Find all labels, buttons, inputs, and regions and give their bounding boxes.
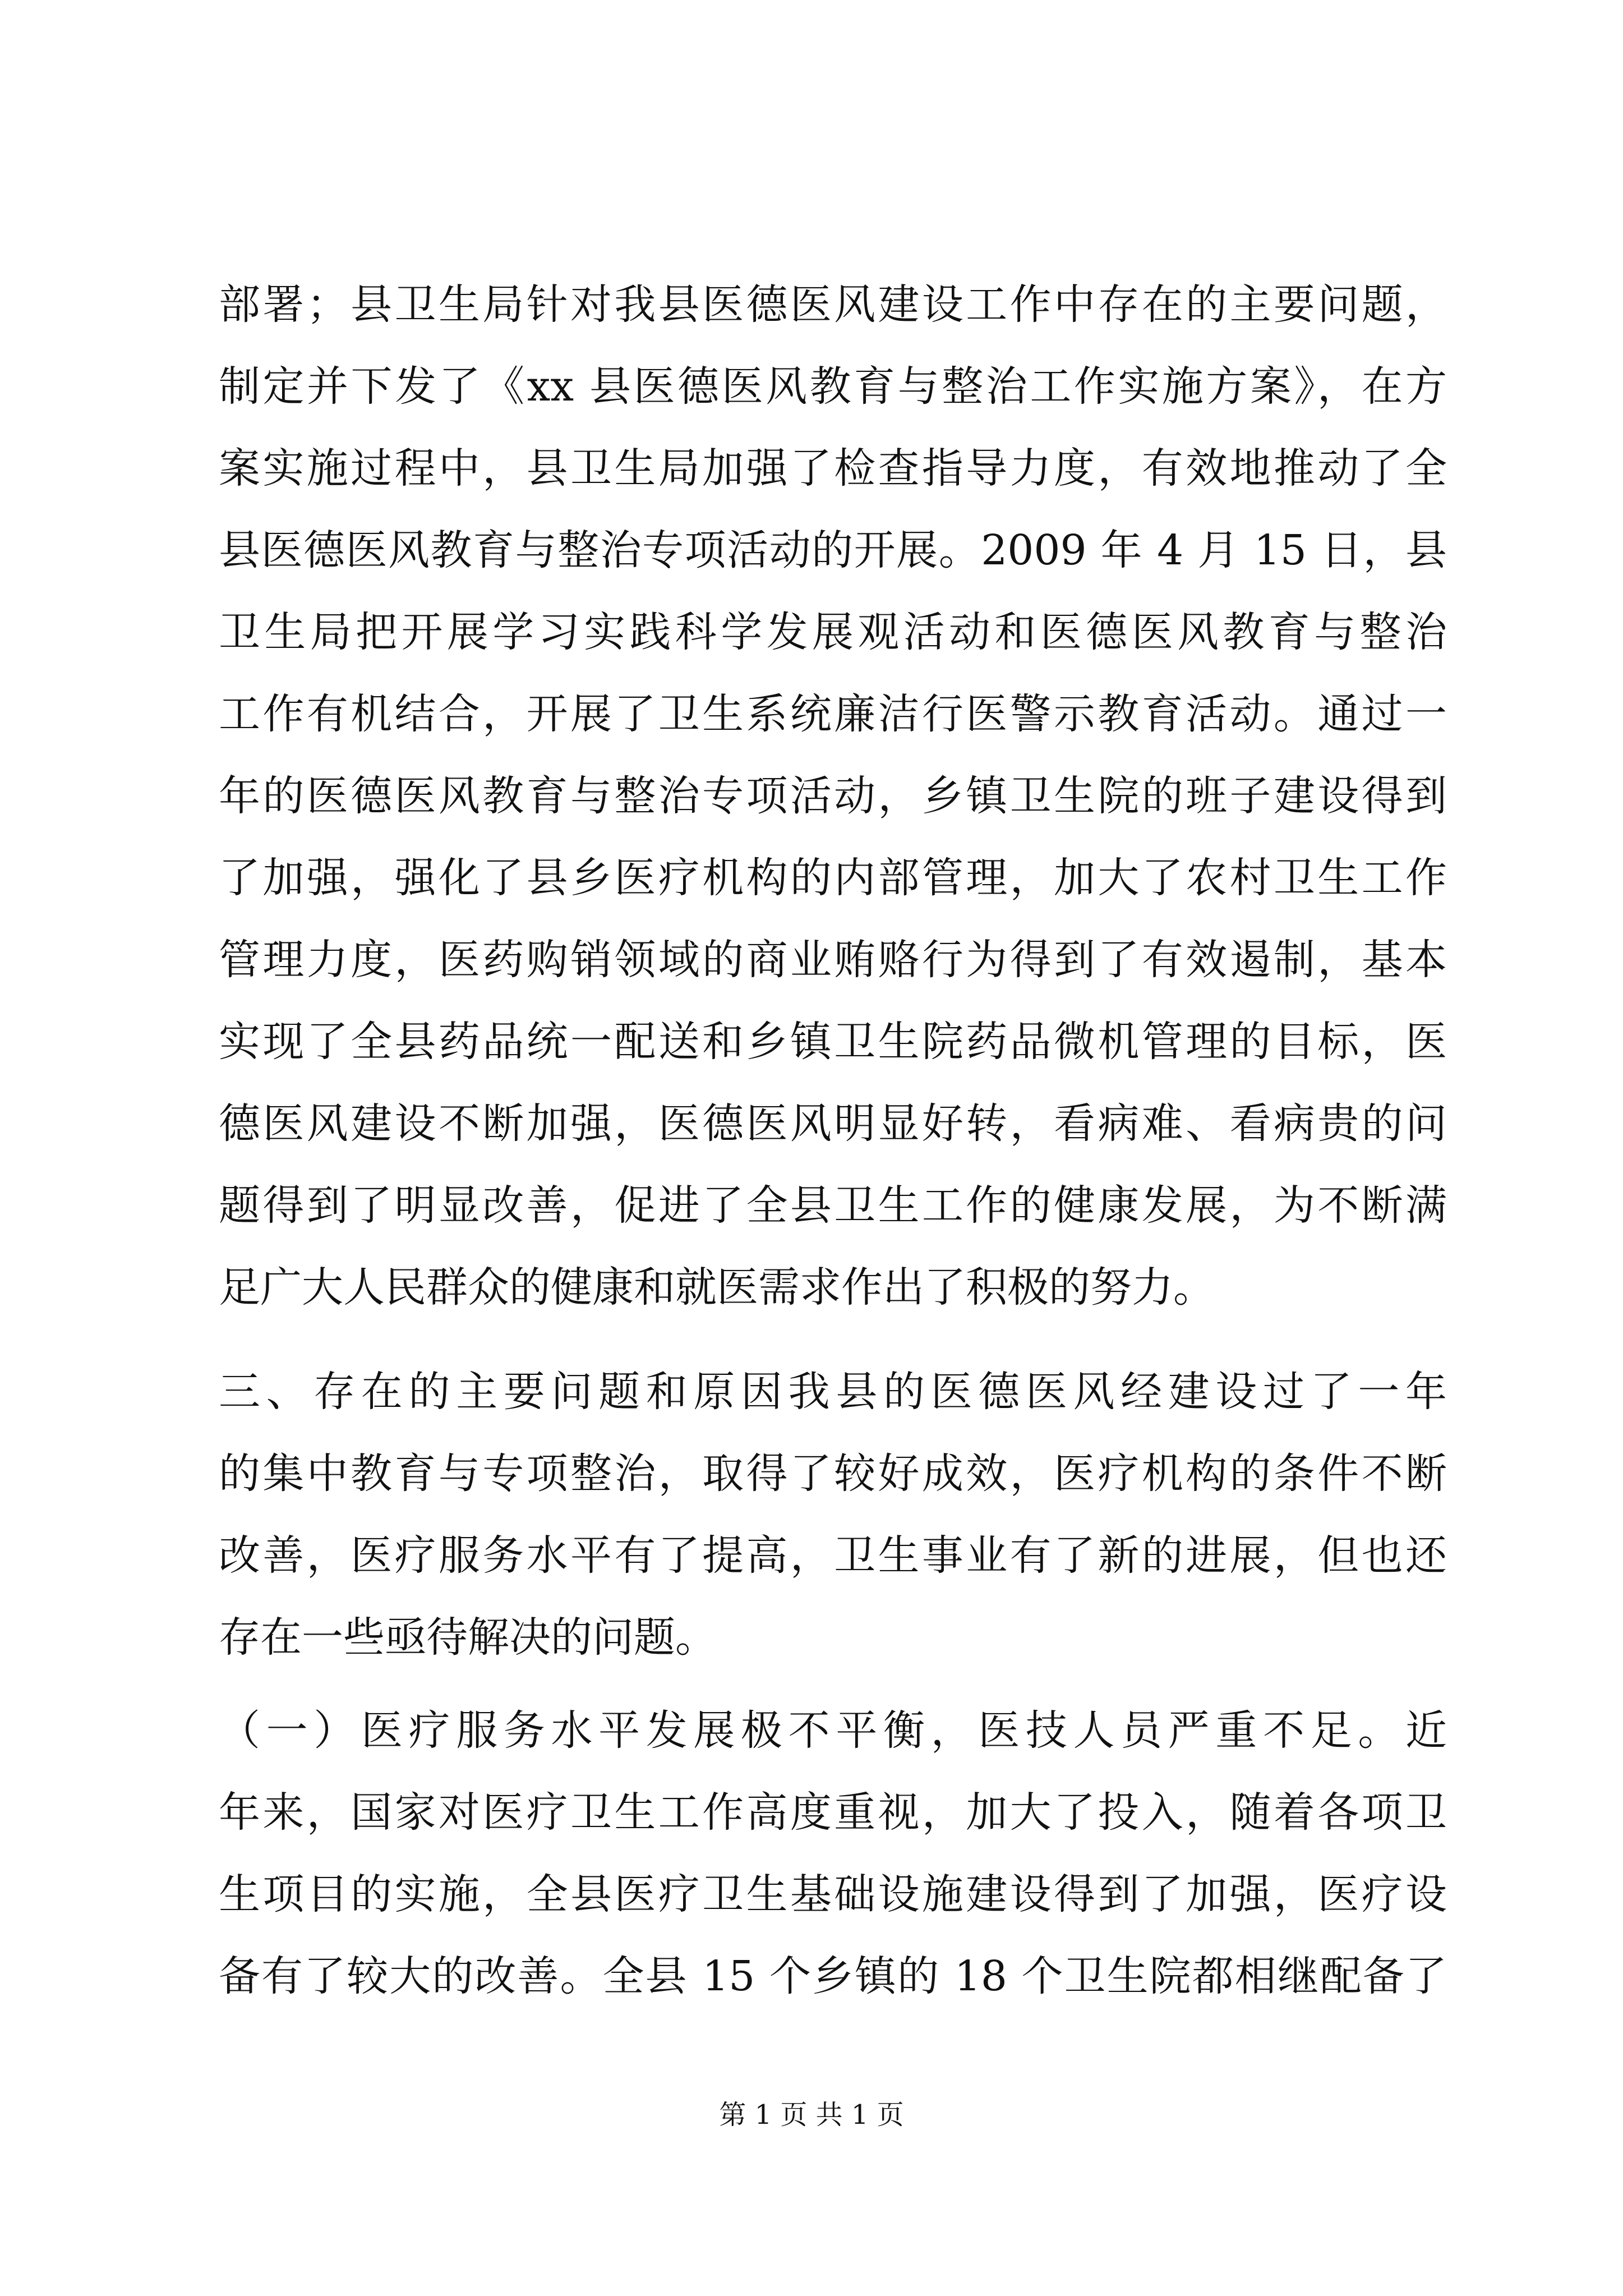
document-body [219,264,1447,2017]
paragraph [219,1351,1447,1678]
paragraph [219,264,1447,1328]
text-line: 足广大人民群众的健康和就医需求作出了积极的努力。 [219,1263,1215,1312]
paragraph-gap [219,1678,1447,1690]
text-line: 德医风建设不断加强，医德医风明显好转，看病难、看病贵的问 [219,1099,1447,1148]
paragraph [219,1690,1447,2017]
text-line: 卫生局把开展学习实践科学发展观活动和医德医风教育与整治 [219,608,1447,656]
text-line: 存在一些亟待解决的问题。 [219,1613,717,1662]
text-line: （一）医疗服务水平发展极不平衡，医技人员严重不足。近 [219,1706,1447,1755]
text-line: 的集中教育与专项整治，取得了较好成效，医疗机构的条件不断 [219,1450,1447,1498]
text-line: 备有了较大的改善。全县 15 个乡镇的 18 个卫生院都相继配备了 [219,1952,1447,2000]
text-line: 了加强，强化了县乡医疗机构的内部管理，加大了农村卫生工作 [219,854,1447,902]
text-line: 题得到了明显改善，促进了全县卫生工作的健康发展，为不断满 [219,1181,1447,1230]
text-line: 生项目的实施，全县医疗卫生基础设施建设得到了加强，医疗设 [219,1870,1447,1918]
text-line: 管理力度，医药购销领域的商业贿赂行为得到了有效遏制，基本 [219,936,1447,984]
text-line: 改善，医疗服务水平有了提高，卫生事业有了新的进展，但也还 [219,1531,1447,1580]
text-line: 部署；县卫生局针对我县医德医风建设工作中存在的主要问题， [219,280,1447,329]
text-line: 制定并下发了《xx 县医德医风教育与整治工作实施方案》，在方 [219,362,1447,411]
text-line: 实现了全县药品统一配送和乡镇卫生院药品微机管理的目标，医 [219,1018,1447,1066]
text-line: 工作有机结合，开展了卫生系统廉洁行医警示教育活动。通过一 [219,690,1447,738]
page-footer: 第 1 页 共 1 页 [719,2099,904,2131]
text-line: 三、存在的主要问题和原因我县的医德医风经建设过了一年 [219,1368,1447,1416]
text-line: 年的医德医风教育与整治专项活动，乡镇卫生院的班子建设得到 [219,772,1447,820]
text-line: 案实施过程中，县卫生局加强了检查指导力度，有效地推动了全 [219,444,1447,493]
paragraph-gap [219,1328,1447,1351]
text-line: 县医德医风教育与整治专项活动的开展。2009 年 4 月 15 日，县 [219,526,1447,574]
text-line: 年来，国家对医疗卫生工作高度重视，加大了投入，随着各项卫 [219,1788,1447,1837]
